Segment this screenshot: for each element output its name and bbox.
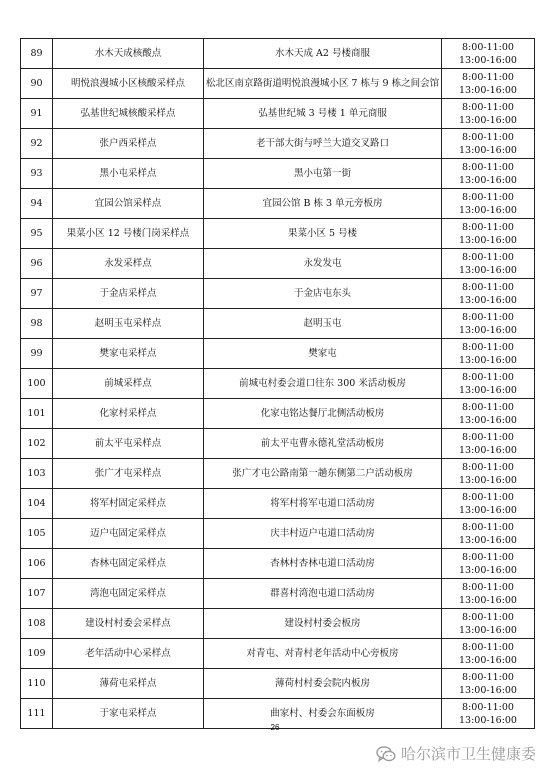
site-name: 化家村采样点 (53, 399, 204, 429)
table-row (21, 429, 535, 459)
site-name: 前城采样点 (53, 369, 204, 399)
table-row (21, 669, 535, 699)
row-number: 89 (21, 39, 53, 69)
site-name: 弘基世纪城核酸采样点 (53, 99, 204, 129)
service-hours (442, 459, 535, 489)
afternoon-hours: 13:00-16:00 (459, 204, 517, 216)
site-name: 于家屯采样点 (53, 699, 204, 729)
site-name: 宜园公馆采样点 (53, 189, 204, 219)
morning-hours: 8:00-11:00 (462, 521, 514, 533)
row-number: 101 (21, 399, 53, 429)
row-number: 90 (21, 69, 53, 99)
morning-hours: 8:00-11:00 (462, 131, 514, 143)
site-address: 对青屯、对青村老年活动中心旁板房 (204, 639, 442, 669)
table-row (21, 189, 535, 219)
morning-hours: 8:00-11:00 (462, 311, 514, 323)
site-address: 果菜小区 5 号楼 (204, 219, 442, 249)
site-address: 群喜村湾泡屯道口活动房 (204, 579, 442, 609)
site-address: 建设村村委会板房 (204, 609, 442, 639)
service-hours (442, 429, 535, 459)
morning-hours: 8:00-11:00 (462, 101, 514, 113)
afternoon-hours: 13:00-16:00 (459, 384, 517, 396)
site-name: 迈户屯固定采样点 (53, 519, 204, 549)
table-row (21, 369, 535, 399)
morning-hours: 8:00-11:00 (462, 461, 514, 473)
site-address: 赵明玉屯 (204, 309, 442, 339)
row-number: 108 (21, 609, 53, 639)
site-name: 老年活动中心采样点 (53, 639, 204, 669)
afternoon-hours: 13:00-16:00 (459, 714, 517, 726)
table-row (21, 309, 535, 339)
service-hours (442, 279, 535, 309)
morning-hours: 8:00-11:00 (462, 191, 514, 203)
afternoon-hours: 13:00-16:00 (459, 624, 517, 636)
row-number: 102 (21, 429, 53, 459)
afternoon-hours: 13:00-16:00 (459, 564, 517, 576)
afternoon-hours: 13:00-16:00 (459, 294, 517, 306)
morning-hours: 8:00-11:00 (462, 251, 514, 263)
service-hours (442, 609, 535, 639)
row-number: 111 (21, 699, 53, 729)
watermark-text: 哈尔滨市卫生健康委 (400, 745, 536, 763)
site-address: 永发发屯 (204, 249, 442, 279)
morning-hours: 8:00-11:00 (462, 341, 514, 353)
row-number: 99 (21, 339, 53, 369)
table-row (21, 579, 535, 609)
afternoon-hours: 13:00-16:00 (459, 174, 517, 186)
row-number: 105 (21, 519, 53, 549)
site-address: 宜园公馆 B 栋 3 单元旁板房 (204, 189, 442, 219)
site-name: 湾泡屯固定采样点 (53, 579, 204, 609)
service-hours (442, 639, 535, 669)
site-address: 杏林村杏林屯道口活动房 (204, 549, 442, 579)
service-hours (442, 129, 535, 159)
site-name: 黑小屯采样点 (53, 159, 204, 189)
site-address: 庆丰村迈户屯道口活动房 (204, 519, 442, 549)
service-hours (442, 579, 535, 609)
row-number: 94 (21, 189, 53, 219)
site-name: 将军村固定采样点 (53, 489, 204, 519)
morning-hours: 8:00-11:00 (462, 551, 514, 563)
morning-hours: 8:00-11:00 (462, 221, 514, 233)
row-number: 93 (21, 159, 53, 189)
service-hours (442, 99, 535, 129)
site-name: 樊家屯采样点 (53, 339, 204, 369)
row-number: 100 (21, 369, 53, 399)
table-row (21, 399, 535, 429)
row-number: 107 (21, 579, 53, 609)
site-address: 张广才屯公路南第一趟东侧第二户活动板房 (204, 459, 442, 489)
table-row (21, 219, 535, 249)
morning-hours: 8:00-11:00 (462, 641, 514, 653)
morning-hours: 8:00-11:00 (462, 701, 514, 713)
service-hours (442, 399, 535, 429)
afternoon-hours: 13:00-16:00 (459, 114, 517, 126)
service-hours (442, 189, 535, 219)
table-row (21, 159, 535, 189)
row-number: 110 (21, 669, 53, 699)
row-number: 96 (21, 249, 53, 279)
service-hours (442, 669, 535, 699)
table-row (21, 249, 535, 279)
site-name: 永发采样点 (53, 249, 204, 279)
afternoon-hours: 13:00-16:00 (459, 594, 517, 606)
afternoon-hours: 13:00-16:00 (459, 534, 517, 546)
morning-hours: 8:00-11:00 (462, 611, 514, 623)
row-number: 98 (21, 309, 53, 339)
row-number: 92 (21, 129, 53, 159)
table-row (21, 99, 535, 129)
row-number: 91 (21, 99, 53, 129)
table-row (21, 339, 535, 369)
site-name: 张户西采样点 (53, 129, 204, 159)
table-row (21, 39, 535, 69)
site-name: 赵明玉屯采样点 (53, 309, 204, 339)
row-number: 109 (21, 639, 53, 669)
morning-hours: 8:00-11:00 (462, 431, 514, 443)
afternoon-hours: 13:00-16:00 (459, 54, 517, 66)
site-name: 水木天成核酸点 (53, 39, 204, 69)
afternoon-hours: 13:00-16:00 (459, 234, 517, 246)
site-name: 建设村村委会采样点 (53, 609, 204, 639)
wechat-icon (376, 745, 396, 763)
sampling-site-table (20, 38, 535, 729)
afternoon-hours: 13:00-16:00 (459, 474, 517, 486)
service-hours (442, 489, 535, 519)
table-row (21, 549, 535, 579)
site-address: 樊家屯 (204, 339, 442, 369)
site-address: 弘基世纪城 3 号楼 1 单元商服 (204, 99, 442, 129)
afternoon-hours: 13:00-16:00 (459, 684, 517, 696)
row-number: 95 (21, 219, 53, 249)
watermark (376, 743, 536, 764)
site-address: 于金店屯东头 (204, 279, 442, 309)
site-name: 张广才屯采样点 (53, 459, 204, 489)
afternoon-hours: 13:00-16:00 (459, 654, 517, 666)
afternoon-hours: 13:00-16:00 (459, 414, 517, 426)
site-name: 薄荷屯采样点 (53, 669, 204, 699)
row-number: 103 (21, 459, 53, 489)
service-hours (442, 69, 535, 99)
morning-hours: 8:00-11:00 (462, 581, 514, 593)
table-body (21, 39, 535, 729)
morning-hours: 8:00-11:00 (462, 41, 514, 53)
site-name: 明悦浪漫城小区核酸采样点 (53, 69, 204, 99)
service-hours (442, 309, 535, 339)
row-number: 104 (21, 489, 53, 519)
service-hours (442, 39, 535, 69)
row-number: 106 (21, 549, 53, 579)
service-hours (442, 249, 535, 279)
site-address: 曲家村、村委会东面板房 (204, 699, 442, 729)
site-address: 将军村将军屯道口活动房 (204, 489, 442, 519)
morning-hours: 8:00-11:00 (462, 371, 514, 383)
site-address: 化家屯铭达餐厅北侧活动板房 (204, 399, 442, 429)
table-row (21, 639, 535, 669)
afternoon-hours: 13:00-16:00 (459, 504, 517, 516)
morning-hours: 8:00-11:00 (462, 491, 514, 503)
afternoon-hours: 13:00-16:00 (459, 324, 517, 336)
site-address: 薄荷村村委会院内板房 (204, 669, 442, 699)
site-address: 松北区南京路街道明悦浪漫城小区 7 栋与 9 栋之间会馆 (204, 69, 442, 99)
site-name: 于金店采样点 (53, 279, 204, 309)
site-address: 黑小屯第一街 (204, 159, 442, 189)
table-row (21, 609, 535, 639)
morning-hours: 8:00-11:00 (462, 401, 514, 413)
site-address: 水木天成 A2 号楼商服 (204, 39, 442, 69)
afternoon-hours: 13:00-16:00 (459, 264, 517, 276)
afternoon-hours: 13:00-16:00 (459, 84, 517, 96)
table-row (21, 459, 535, 489)
page-number: 26 (270, 723, 280, 732)
site-name: 前太平屯采样点 (53, 429, 204, 459)
morning-hours: 8:00-11:00 (462, 71, 514, 83)
site-address: 老干部大街与呼兰大道交叉路口 (204, 129, 442, 159)
table-row (21, 519, 535, 549)
table-row (21, 279, 535, 309)
morning-hours: 8:00-11:00 (462, 161, 514, 173)
afternoon-hours: 13:00-16:00 (459, 144, 517, 156)
table-row (21, 69, 535, 99)
afternoon-hours: 13:00-16:00 (459, 354, 517, 366)
service-hours (442, 159, 535, 189)
table-row (21, 129, 535, 159)
service-hours (442, 339, 535, 369)
morning-hours: 8:00-11:00 (462, 671, 514, 683)
row-number: 97 (21, 279, 53, 309)
service-hours (442, 549, 535, 579)
table-row (21, 489, 535, 519)
site-name: 杏林屯固定采样点 (53, 549, 204, 579)
service-hours (442, 219, 535, 249)
site-address: 前太平屯曹永德礼堂活动板房 (204, 429, 442, 459)
service-hours (442, 369, 535, 399)
afternoon-hours: 13:00-16:00 (459, 444, 517, 456)
service-hours (442, 519, 535, 549)
morning-hours: 8:00-11:00 (462, 281, 514, 293)
site-address: 前城屯村委会道口往东 300 米活动板房 (204, 369, 442, 399)
site-name: 果菜小区 12 号楼门岗采样点 (53, 219, 204, 249)
